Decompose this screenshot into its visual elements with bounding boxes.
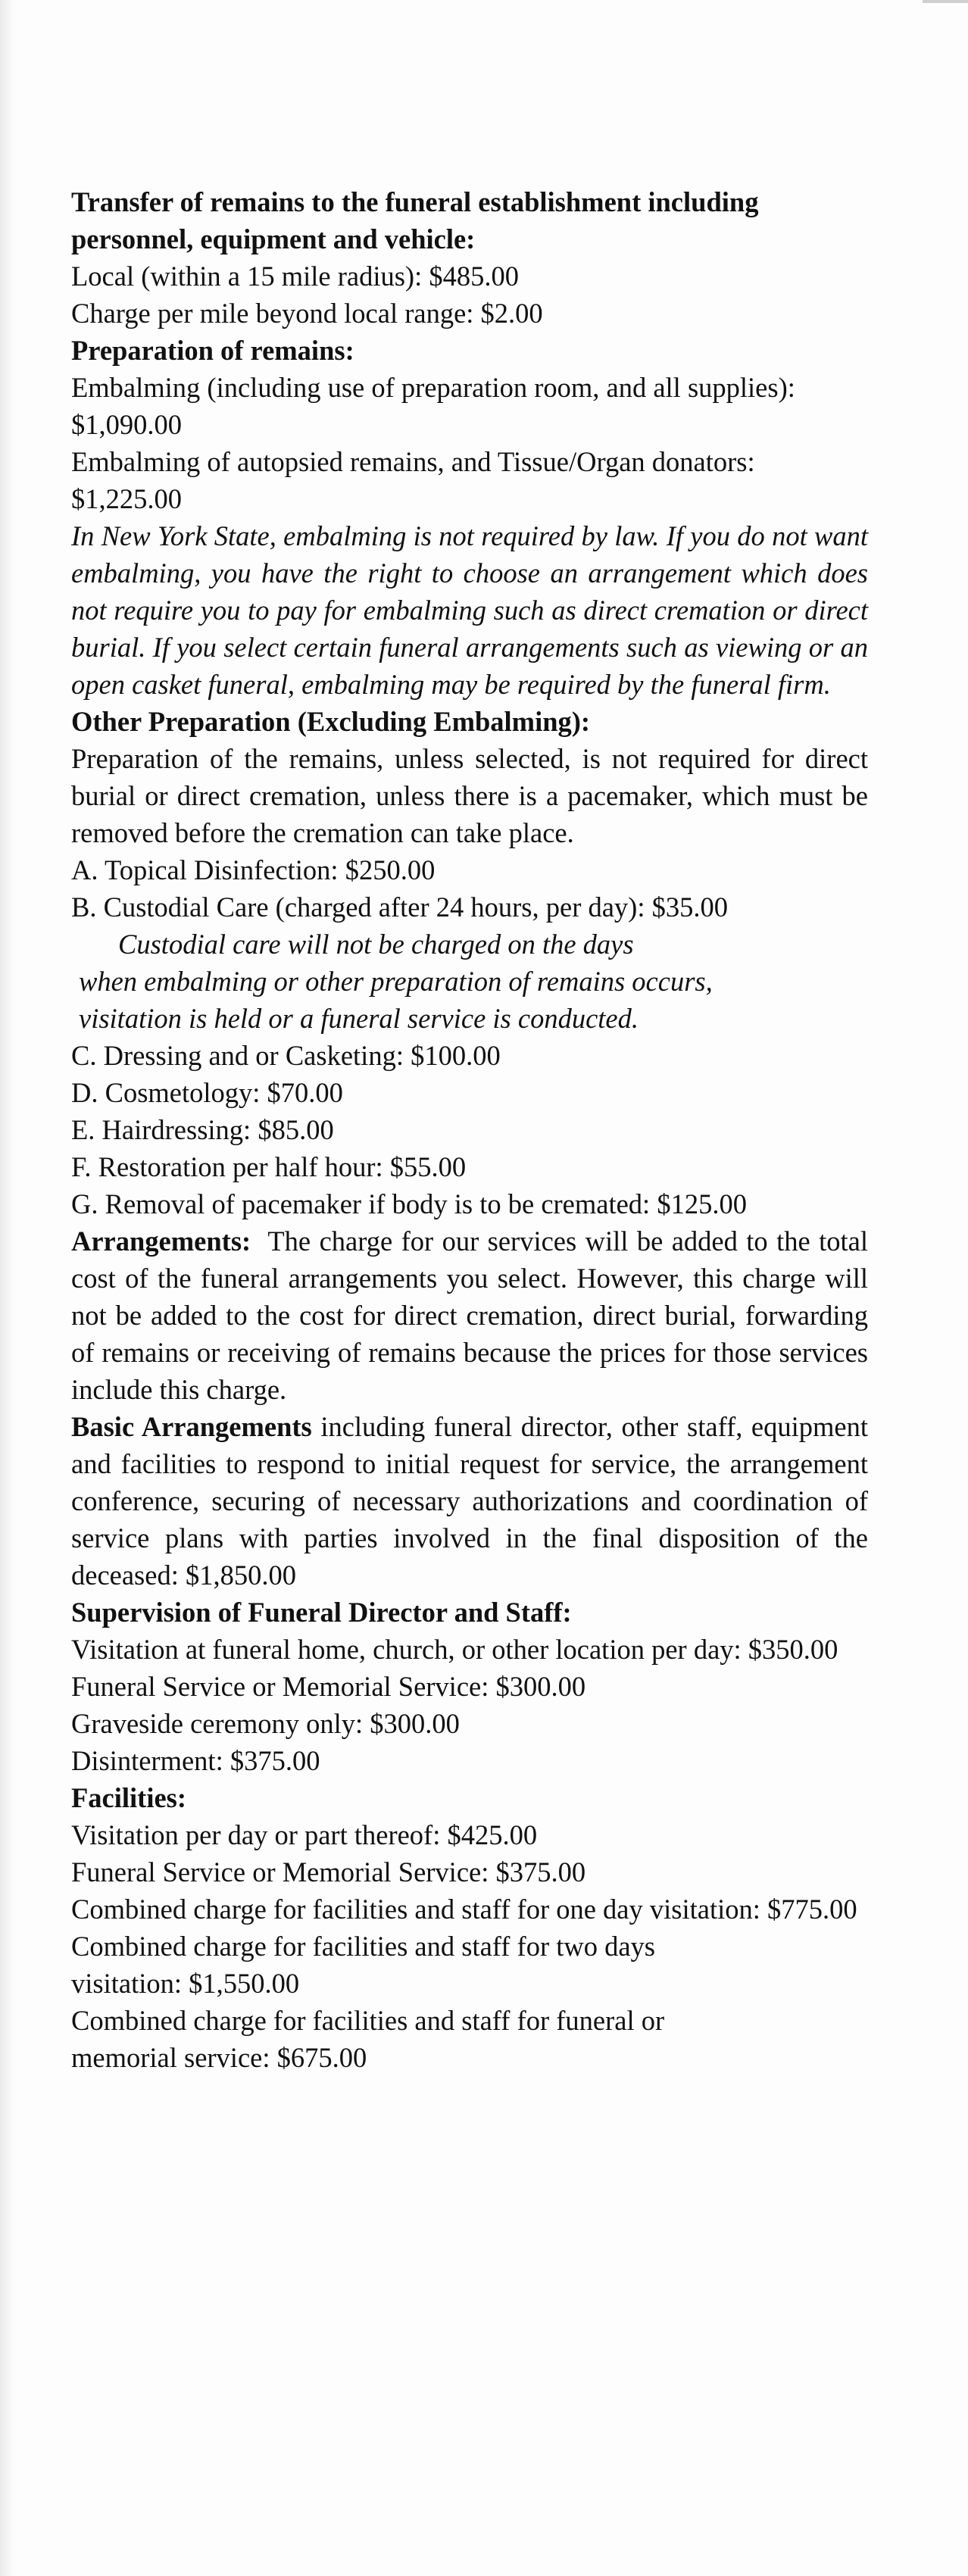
supervision-heading: Supervision of Funeral Director and Staff: [71,1597,572,1628]
pacemaker-removal-price: G. Removal of pacemaker if body is to be cremated: $125.00 [71,1188,747,1219]
facilities-funeral-service-price: Funeral Service or Memorial Service: $375.00 [71,1856,586,1888]
preparation-heading: Preparation of remains: [71,335,354,366]
dressing-casketing-price: C. Dressing and or Casketing: $100.00 [71,1040,501,1071]
arrangements-paragraph [71,1222,868,1408]
topical-disinfection-price: A. Topical Disinfection: $250.00 [71,854,436,885]
scan-shadow-left [0,0,17,2576]
supervision-visitation-price: Visitation at funeral home, church, or other location per day: $350.00 [71,1634,838,1665]
restoration-price: F. Restoration per half hour: $55.00 [71,1151,467,1182]
basic-arrangements-text: including funeral director, other staff, equipment and facilities to respond to initial request for service, the arrangement conference, securing of necessary authorizations and coordination of service plans with parties involved in the final disposition of the deceased: $1,850.00 [71,1411,869,1591]
custodial-care-note-line-2: when embalming or other preparation of remains occurs, [79,966,713,997]
disinterment-price: Disinterment: $375.00 [71,1745,320,1776]
supervision-funeral-service-price: Funeral Service or Memorial Service: $300.00 [71,1671,586,1702]
graveside-ceremony-price: Graveside ceremony only: $300.00 [71,1708,460,1739]
arrangements-text: The charge for our services will be added to the total cost of the funeral arrangements you select. However, this charge will not be added to the cost for direct cremation, direct burial, forwarding of remains or receiving of remains because the prices for those services include this charge. [71,1226,868,1405]
cosmetology-price: D. Cosmetology: $70.00 [71,1077,343,1108]
combined-funeral-line-1: Combined charge for facilities and staff for funeral or [71,2005,665,2036]
transfer-heading: Transfer of remains to the funeral establishment including personnel, equipment and vehicle: [71,186,759,254]
facilities-visitation-price: Visitation per day or part thereof: $425.00 [71,1819,538,1850]
scan-mark-top-right [923,0,968,3]
embalming-autopsied-price: Embalming of autopsied remains, and Tissue/Organ donators: $1,225.00 [71,446,755,514]
hairdressing-price: E. Hairdressing: $85.00 [71,1114,334,1145]
transfer-per-mile-price: Charge per mile beyond local range: $2.00 [71,298,543,329]
arrangements-heading: Arrangements: [71,1226,251,1257]
combined-two-days-line-2: visitation: $1,550.00 [71,1968,300,1999]
price-list-content [71,183,868,2076]
custodial-care-note-line-3: visitation is held or a funeral service is conducted. [79,1003,639,1034]
embalming-price: Embalming (including use of preparation room, and all supplies): $1,090.00 [71,372,795,440]
custodial-care-note-line-1: Custodial care will not be charged on the days [118,929,634,960]
other-preparation-intro: Preparation of the remains, unless selected, is not required for direct burial or direct cremation, unless there is a pacemaker, which must be removed before the cremation can take place. [71,743,868,848]
custodial-care-price: B. Custodial Care (charged after 24 hours, per day): $35.00 [71,891,728,923]
combined-funeral-line-2: memorial service: $675.00 [71,2042,367,2073]
combined-two-days-line-1: Combined charge for facilities and staff for two days [71,1931,656,1962]
other-preparation-heading: Other Preparation (Excluding Embalming): [71,706,591,737]
basic-arrangements-heading: Basic Arrangements [71,1411,312,1442]
combined-one-day-price: Combined charge for facilities and staff for one day visitation: $775.00 [71,1894,857,1925]
embalming-notice: In New York State, embalming is not required by law. If you do not want embalming, you have the right to choose an arrangement which does not require you to pay for embalming such as direct cremation or direct burial. If you select certain funeral arrangements such as viewing or an open casket funeral, embalming may be required by the funeral firm. [71,520,868,700]
basic-arrangements-paragraph [71,1408,868,1594]
transfer-local-price: Local (within a 15 mile radius): $485.00 [71,261,519,292]
facilities-heading: Facilities: [71,1782,187,1813]
